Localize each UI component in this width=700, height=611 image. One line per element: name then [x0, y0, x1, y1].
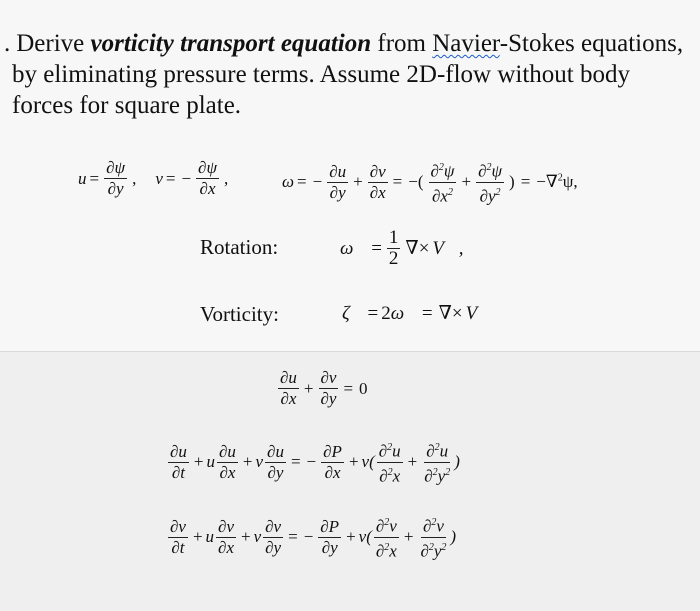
eq-omega: ω = −∂u/∂y + ∂v/∂x = −(∂²ψ/∂x² + ∂²ψ/∂y²) = −∇²ψ [13, 596, 34, 597]
rotation-label: Rotation: [200, 235, 279, 259]
eq-y-momentum: ∂v/∂t + u ∂v/∂x + v ∂v/∂y = −∂P/∂y + ν(∂²v/∂²x + ∂²v/∂²y²) [76, 596, 100, 597]
question-mid: from [371, 30, 433, 57]
omega-definition: ω = − $\frac{\partial u}{\partial y}$ + $\frac{\partial v}{\partial x}$ = −( $\frac{\partial^2\psi}{\partial x^2}$ + $\frac{\partial^2\psi}{\partial y^2}$ ) = −∇$^2$ψ, [282, 158, 581, 206]
question-pre: Derive [16, 30, 91, 57]
spellcheck-word: Navier [432, 30, 500, 57]
question-emphasis: vorticity transport equation [90, 30, 372, 57]
question-text [4, 28, 694, 121]
u-definition: u = $\frac{\partial\psi}{\partial y}$ , v = − $\frac{\partial\psi}{\partial x}$ , [78, 158, 229, 198]
eq-v: v = −∂ψ/∂x [8, 596, 13, 597]
question-line-2: by eliminating pressure terms. Assume 2D-flow without body [12, 61, 630, 88]
equation-text-store [4, 596, 694, 598]
eq-rotation: ω⃗ = ½ ∇×V⃗ [33, 596, 39, 597]
question-marker: . [4, 30, 11, 57]
x-momentum-equation: $\frac{\partial u}{\partial t}$ + u $\frac{\partial u}{\partial x}$ + v $\frac{\partial u}{\partial y}$ = − $\frac{\partial P}{\partial x}$ + ν( $\frac{\partial^2u}{\partial^2x}$ + $\frac{\partial^2u}{\partial^2y^2}$ ) [166, 438, 460, 486]
rotation-equation: ω⃗ = $\frac{1}{2}$ ∇× V⃗, [340, 227, 464, 269]
question-post: -Stokes equations, [499, 30, 684, 57]
eq-vorticity: ζ⃗ = 2ω⃗ = ∇×V⃗ [38, 596, 45, 597]
continuity-equation: $\frac{\partial u}{\partial x}$ + $\frac{\partial v}{\partial y}$ = 0 [280, 368, 368, 408]
eq-continuity: ∂u/∂x + ∂v/∂y = 0 [45, 596, 53, 597]
y-momentum-equation: $\frac{\partial v}{\partial t}$ + u $\frac{\partial v}{\partial x}$ + v $\frac{\partial v}{\partial y}$ = − $\frac{\partial P}{\partial y}$ + ν( $\frac{\partial^2v}{\partial^2x}$ + $\frac{\partial^2v}{\partial^2y^2}$ ) [166, 513, 456, 561]
vorticity-equation: ζ⃗ = 2 ω⃗ = ∇× V⃗ [342, 302, 492, 324]
question-line-3: forces for square plate. [12, 92, 242, 119]
vorticity-label: Vorticity: [200, 302, 279, 326]
eq-x-momentum: ∂u/∂t + u ∂u/∂x + v ∂u/∂y = −∂P/∂x + ν(∂²u/∂²x + ∂²u/∂²y²) [52, 596, 76, 597]
eq-u: u = ∂ψ/∂y [4, 596, 8, 597]
